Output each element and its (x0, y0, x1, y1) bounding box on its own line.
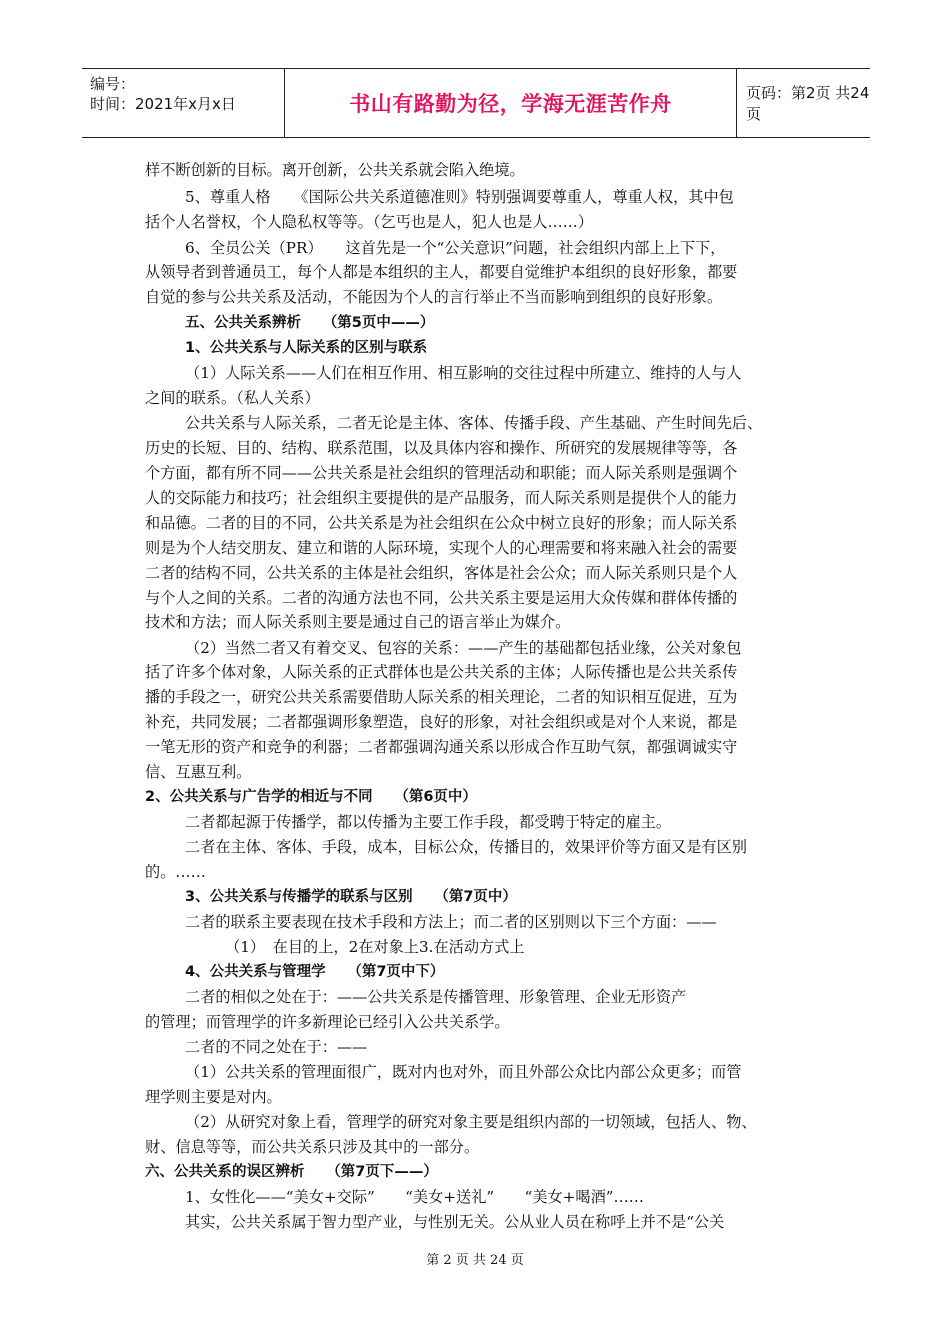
header-meta-cell (82, 69, 284, 137)
text-line: 样不断创新的目标。离开创新，公共关系就会陷入绝境。 (145, 161, 525, 179)
section-heading: 五、公共关系辨析 （第5页中——） (185, 315, 435, 331)
text-line: 二者的联系主要表现在技术手段和方法上；而二者的区别则以下三个方面：—— (185, 913, 717, 931)
text-line: 公共关系与人际关系，二者无论是主体、客体、传播手段、产生基础、产生时间先后、 (185, 414, 763, 432)
text-line: 从领导者到普通员工，每个人都是本组织的主人，都要自觉维护本组织的良好形象，都要 (145, 263, 738, 281)
text-line: （1）公共关系的管理面很广，既对内也对外，而且外部公众比内部公众更多；而管 (185, 1063, 742, 1081)
text-line: （2）当然二者又有着交叉、包容的关系：——产生的基础都包括业缘，公关对象包 (185, 639, 742, 657)
header-divider (736, 69, 737, 137)
text-line: 的。…… (145, 863, 206, 881)
subsection-heading: 4、公共关系与管理学 （第7页中下） (185, 964, 445, 980)
text-line: 理学则主要是对内。 (145, 1088, 282, 1106)
text-line: 1、女性化——“美女+交际” “美女+送礼” “美女+喝酒”…… (185, 1188, 644, 1206)
text-line: 人的交际能力和技巧；社会组织主要提供的是产品服务，而人际关系则是提供个人的能力 (145, 489, 738, 507)
text-line: （1） 在目的上，2在对象上3.在活动方式上 (225, 938, 525, 956)
text-line: （2）从研究对象上看，管理学的研究对象主要是组织内部的一切领域，包括人、物、 (185, 1113, 757, 1131)
text-line: 其实，公共关系属于智力型产业，与性别无关。公从业人员在称呼上并不是“公关 (185, 1213, 725, 1231)
text-line: 财、信息等等，而公共关系只涉及其中的一部分。 (145, 1138, 480, 1156)
text-line: 二者的结构不同，公共关系的主体是社会组织，客体是社会公众；而人际关系则只是个人 (145, 564, 738, 582)
number-label: 编号： (90, 75, 136, 93)
page-footer: 第 2 页 共 24 页 (426, 1253, 524, 1268)
text-line: （1）人际关系——人们在相互作用、相互影响的交往过程中所建立、维持的人与人 (185, 364, 742, 382)
text-line: 二者都起源于传播学，都以传播为主要工作手段，都受聘于特定的雇主。 (185, 813, 671, 831)
text-line: 技术和方法；而人际关系则主要是通过自己的语言举止为媒介。 (145, 613, 571, 631)
subsection-heading: 3、公共关系与传播学的联系与区别 （第7页中） (185, 889, 517, 905)
text-line: 和品德。二者的目的不同，公共关系是为社会组织在公众中树立良好的形象；而人际关系 (145, 514, 738, 532)
text-line: 5、尊重人格 《国际公共关系道德准则》特别强调要尊重人，尊重人权，其中包 (185, 188, 734, 206)
text-line: 播的手段之一，研究公共关系需要借助人际关系的相关理论，二者的知识相互促进，互为 (145, 688, 738, 706)
text-line: 二者的不同之处在于：—— (185, 1038, 368, 1056)
text-line: 括了许多个体对象，人际关系的正式群体也是公共关系的主体；人际传播也是公共关系传 (145, 663, 738, 681)
text-line: 与个人之间的关系。二者的沟通方法也不同，公共关系主要是运用大众传媒和群体传播的 (145, 589, 738, 607)
subsection-heading: 2、公共关系与广告学的相近与不同 （第6页中） (145, 789, 477, 805)
header-page-info: 页码：第2页 共24页 (746, 84, 870, 123)
subsection-heading: 1、公共关系与人际关系的区别与联系 (185, 340, 428, 356)
text-line: 二者的相似之处在于：——公共关系是传播管理、形象管理、企业无形资产 (185, 988, 687, 1006)
text-line: 6、全员公关（PR） 这首先是一个“公关意识”问题，社会组织内部上上下下， (185, 239, 726, 257)
text-line: 的管理；而管理学的许多新理论已经引入公共关系学。 (145, 1013, 510, 1031)
section-heading: 六、公共关系的误区辨析 （第7页下——） (145, 1164, 438, 1180)
text-line: 历史的长短、目的、结构、联系范围，以及具体内容和操作、所研究的发展规律等等，各 (145, 439, 738, 457)
text-line: 个方面，都有所不同——公共关系是社会组织的管理活动和职能；而人际关系则是强调个 (145, 464, 738, 482)
text-line: 信、互惠互利。 (145, 763, 252, 781)
header-motto: 书山有路勤为径，学海无涯苦作舟 (349, 92, 672, 116)
text-line: 括个人名誉权，个人隐私权等等。（乞丐也是人，犯人也是人……） (145, 213, 594, 231)
text-line: 补充，共同发展；二者都强调形象塑造，良好的形象，对社会组织或是对个人来说，都是 (145, 713, 738, 731)
text-line: 之间的联系。（私人关系） (145, 389, 320, 407)
date-label: 时间：2021年x月x日 (90, 95, 236, 113)
text-line: 二者在主体、客体、手段，成本，目标公众，传播目的，效果评价等方面又是有区别 (185, 838, 747, 856)
page-header (82, 68, 870, 138)
text-line: 则是为个人结交朋友、建立和谐的人际环境，实现个人的心理需要和将来融入社会的需要 (145, 539, 738, 557)
text-line: 自觉的参与公共关系及活动，不能因为个人的言行举止不当而影响到组织的良好形象。 (145, 288, 723, 306)
text-line: 一笔无形的资产和竞争的利器；二者都强调沟通关系以形成合作互助气氛，都强调诚实守 (145, 738, 738, 756)
